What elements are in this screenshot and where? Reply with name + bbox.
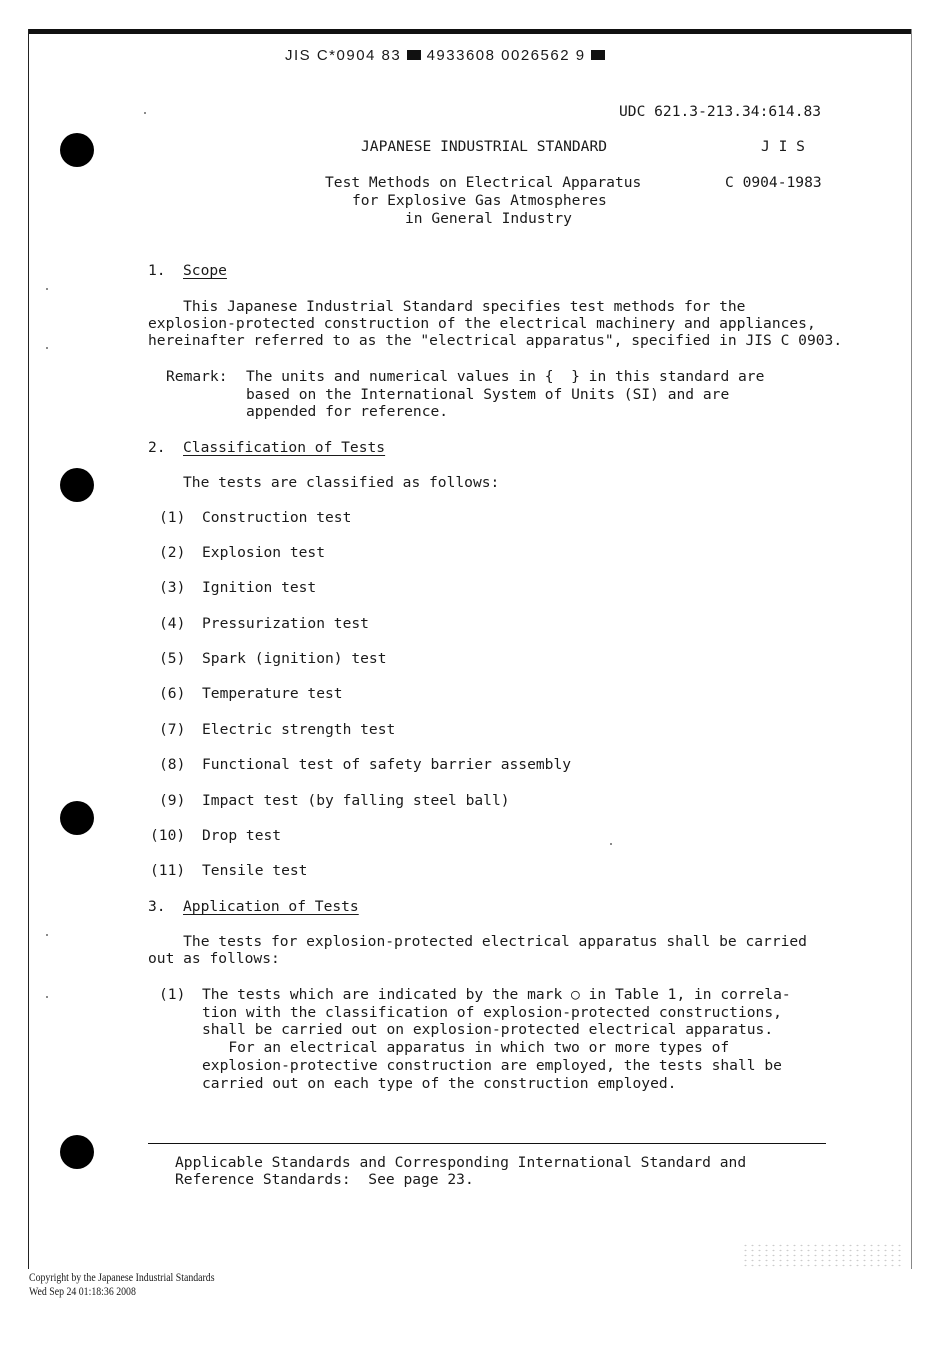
footnote-divider (148, 1143, 826, 1144)
list-item-number: (3) (159, 579, 186, 596)
left-border (28, 29, 29, 1269)
list-item: Functional test of safety barrier assembly (202, 756, 572, 773)
section3-item-line1: The tests which are indicated by the mark ○ in Table 1, in correla- (202, 986, 791, 1003)
scan-noise (742, 1243, 902, 1267)
section2-number: 2. (148, 439, 166, 456)
section1-para-line1: This Japanese Industrial Standard specifies test methods for the (148, 298, 746, 315)
section2-intro: The tests are classified as follows: (183, 474, 500, 491)
list-item-number: (1) (159, 509, 186, 526)
scan-speck (610, 843, 612, 845)
header-code (285, 47, 605, 64)
list-item: Drop test (202, 827, 282, 844)
section3-intro-line1: The tests for explosion-protected electrical apparatus shall be carried (148, 933, 807, 950)
black-square-icon (591, 50, 605, 60)
black-square-icon (407, 50, 421, 60)
list-item: Explosion test (202, 544, 326, 561)
doc-title-line2: for Explosive Gas Atmospheres (352, 192, 607, 209)
scan-speck (46, 996, 48, 998)
list-item: Impact test (by falling steel ball) (202, 792, 510, 809)
doc-title-line3: in General Industry (405, 210, 572, 227)
list-item: Pressurization test (202, 615, 369, 632)
header-code-prefix: JIS C*0904 83 (285, 47, 402, 64)
right-border (911, 29, 912, 1269)
list-item: Construction test (202, 509, 352, 526)
section3-number: 3. (148, 898, 166, 915)
section3-item-line2: tion with the classification of explosion-protected constructions, (202, 1004, 782, 1021)
list-item: Electric strength test (202, 721, 396, 738)
section1-heading: Scope (183, 262, 227, 279)
top-border (28, 29, 912, 34)
section1-para-line2: explosion-protected construction of the electrical machinery and appliances, (148, 315, 816, 332)
punch-hole-icon (60, 801, 94, 835)
section3-item-line4: For an electrical apparatus in which two or more types of (202, 1039, 730, 1056)
punch-hole-icon (60, 1135, 94, 1169)
section2-heading: Classification of Tests (183, 439, 386, 456)
doc-title-line1: Test Methods on Electrical Apparatus (325, 174, 642, 191)
footnote-line1: Applicable Standards and Corresponding International Standard and (175, 1154, 747, 1171)
list-item-number: (10) (150, 827, 186, 844)
section1-para-line3: hereinafter referred to as the "electrical apparatus", specified in JIS C 0903. (148, 332, 843, 349)
section3-item-line3: shall be carried out on explosion-protected electrical apparatus. (202, 1021, 774, 1038)
list-item-number: (11) (150, 862, 186, 879)
list-item-number: (5) (159, 650, 186, 667)
list-item-number: (2) (159, 544, 186, 561)
remark-line3: appended for reference. (246, 403, 449, 420)
list-item-number: (7) (159, 721, 186, 738)
scan-speck (46, 288, 48, 290)
list-item-number: (6) (159, 685, 186, 702)
copyright-line2: Wed Sep 24 01:18:36 2008 (29, 1284, 136, 1298)
list-item-number: (1) (159, 986, 186, 1003)
section3-heading: Application of Tests (183, 898, 359, 915)
list-item-number: (4) (159, 615, 186, 632)
section3-item-line6: carried out on each type of the construction employed. (202, 1075, 677, 1092)
list-item: Temperature test (202, 685, 343, 702)
header-code-mid: 4933608 0026562 9 (426, 47, 586, 64)
list-item: Spark (ignition) test (202, 650, 387, 667)
scan-speck (46, 347, 48, 349)
section3-intro-line2: out as follows: (148, 950, 280, 967)
list-item: Ignition test (202, 579, 317, 596)
standard-title: JAPANESE INDUSTRIAL STANDARD (361, 138, 608, 155)
scan-speck (46, 934, 48, 936)
doc-number: C 0904-1983 (725, 174, 822, 191)
remark-label: Remark: (166, 368, 228, 385)
remark-line2: based on the International System of Units (SI) and are (246, 386, 730, 403)
section1-number: 1. (148, 262, 166, 279)
list-item: Tensile test (202, 862, 308, 879)
section3-item-line5: explosion-protective construction are employed, the tests shall be (202, 1057, 782, 1074)
copyright-line1: Copyright by the Japanese Industrial Standards (29, 1270, 215, 1284)
list-item-number: (9) (159, 792, 186, 809)
punch-hole-icon (60, 468, 94, 502)
udc-code: UDC 621.3-213.34:614.83 (619, 103, 822, 120)
scan-speck (144, 112, 146, 114)
jis-mark: J I S (761, 138, 805, 155)
list-item-number: (8) (159, 756, 186, 773)
remark-line1: The units and numerical values in { } in this standard are (246, 368, 765, 385)
punch-hole-icon (60, 133, 94, 167)
footnote-line2: Reference Standards: See page 23. (175, 1171, 474, 1188)
